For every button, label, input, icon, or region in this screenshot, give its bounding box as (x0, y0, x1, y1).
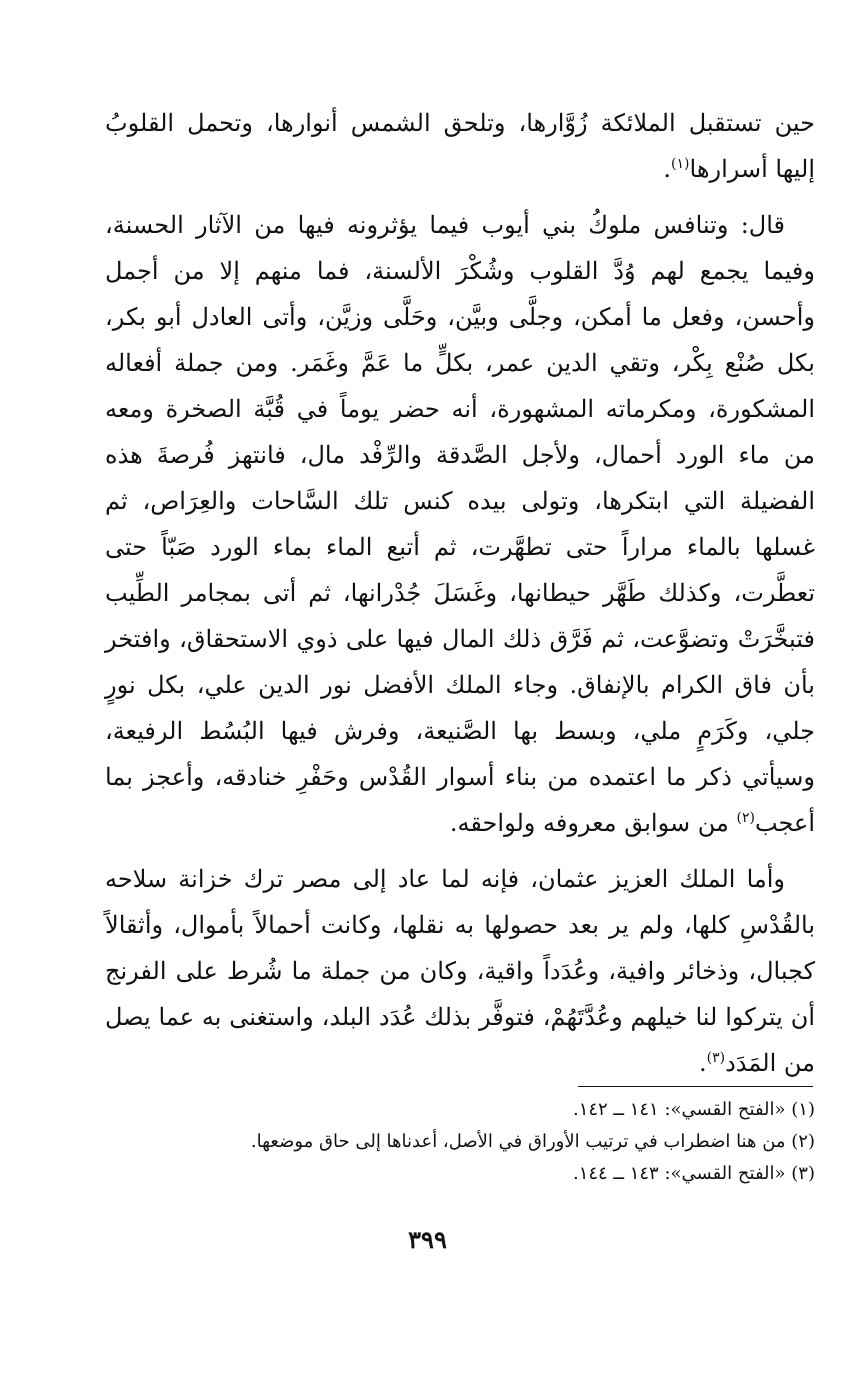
footnote-2: (٢) من هنا اضطراب في ترتيب الأوراق في الأصل، أعدناها إلى حاق موضعها. (250, 1131, 815, 1152)
paragraph-2 (105, 202, 815, 846)
footnote-1: (١) «الفتح القسي»: ١٤١ ــ ١٤٢. (572, 1099, 815, 1120)
paragraph-2-text: قال: وتنافس ملوكُ بني أيوب فيما يؤثرونه فيها من الآثار الحسنة، وفيما يجمع لهم وُدَّ القلوب وشُكْرَ الألسنة، فما منهم إلا من أجمل وأحسن، وفعل ما أمكن، وجلَّى وبيَّن، وحَلَّى وزيَّن، وأتى العادل أبو بكر، بكل صُنْع بِكْر، وتقي الدين عمر، بكلٍّ ما عَمَّ وغَمَر. ومن جملة أفعاله المشكورة، ومكرماته المشهورة، أنه حضر يوماً في قُبَّة الصخرة ومعه من ماء الورد أحمال، ولأجل الصَّدقة والرِّفْد مال، فانتهز فُرصةَ هذه الفضيلة التي ابتكرها، وتولى بيده كنس تلك السَّاحات والعِرَاص، ثم غسلها بالماء مراراً حتى تطهَّرت، ثم أتبع الماء بماء الورد صَبّاً حتى تعطَّرت، وكذلك طَهَّر حيطانها، وغَسَلَ جُدْرانها، ثم أتى بمجامر الطِّيب فتبخَّرَتْ وتضوَّعت، ثم فَرَّق ذلك المال فيها على ذوي الاستحقاق، وافتخر بأن فاق الكرام بالإنفاق. وجاء الملك الأفضل نور الدين علي، بكل نورٍ جلي، وكَرَمٍ ملي، وبسط بها الصَّنيعة، وفرش فيها البُسُط الرفيعة، وسيأتي ذكر ما اعتمده من بناء أسوار القُدْس وحَفْرِ خنادقه، وأعجز بما أعجب (105, 211, 815, 837)
page-number: ٣٩٩ (408, 1225, 447, 1254)
footnote-separator (578, 1086, 813, 1087)
footnote-marker-1: (١) (671, 156, 690, 172)
footnotes (105, 1094, 815, 1190)
main-text (105, 100, 815, 1086)
footnote-3: (٣) «الفتح القسي»: ١٤٣ ــ ١٤٤. (572, 1163, 815, 1184)
footnote-marker-2: (٢) (736, 810, 755, 826)
footnote-marker-3: (٣) (706, 1050, 726, 1066)
paragraph-3-end: . (698, 1049, 707, 1077)
paragraph-1-end: . (663, 155, 672, 183)
paragraph-1-text: حين تستقبل الملائكة زُوَّارها، وتلحق الشمس أنوارها، وتحمل القلوبُ إليها أسرارها (105, 109, 815, 183)
paragraph-3-text: وأما الملك العزيز عثمان، فإنه لما عاد إلى مصر ترك خزانة سلاحه بالقُدْسِ كلها، ولم ير بعد حصولها به نقلها، وكانت أحمالاً بأموال، وأثقالاً كجبال، وذخائر وافية، وعُدَداً واقية، وكان من جملة ما شُرط على الفرنج أن يتركوا لنا خيلهم وعُدَّتَهُمْ، فتوفَّر بذلك عُدَد البلد، واستغنى به عما يصل من المَدَد (105, 865, 816, 1077)
paragraph-1 (105, 100, 815, 192)
paragraph-2-end: من سوابق معروفه ولواحقه. (449, 809, 737, 837)
paragraph-3 (105, 856, 815, 1086)
